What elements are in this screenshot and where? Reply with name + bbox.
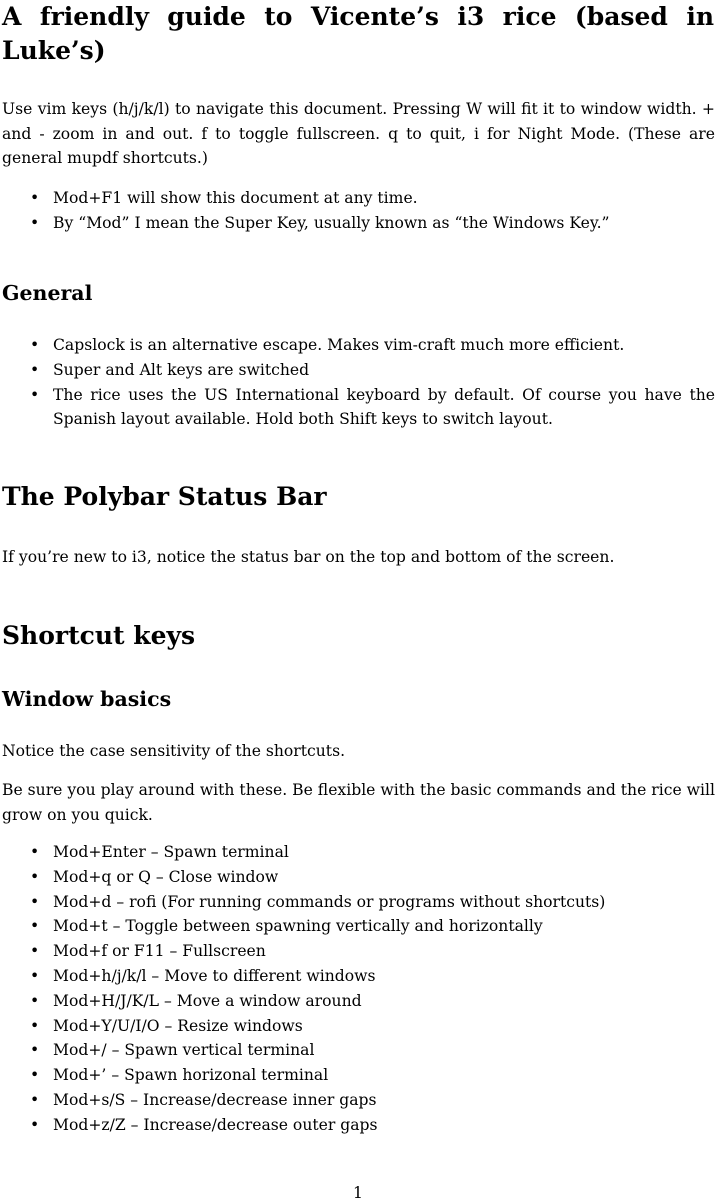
general-heading: General — [2, 281, 93, 305]
bullet: • — [30, 1066, 40, 1085]
bullet: • — [30, 942, 40, 961]
intro-paragraph: Use vim keys (h/j/k/l) to navigate this document. Pressing W will fit it to window width. + and - zoom in and out. f to toggle fullscreen. q to quit, i for Night Mode. (These are general mupdf shortcuts.) — [2, 100, 715, 168]
list-item: • Super and Alt keys are switched — [0, 358, 715, 383]
polybar-paragraph: If you’re new to i3, notice the status bar on the top and bottom of the screen. — [2, 548, 615, 566]
bullet: • — [30, 843, 40, 861]
bullet: • — [30, 892, 40, 911]
window-basics-heading: Window basics — [2, 687, 172, 711]
list-item: • Mod+z/Z – Increase/decrease outer gaps — [0, 1113, 715, 1138]
case-sensitivity-note: Notice the case sensitivity of the shortcuts. — [2, 742, 346, 760]
shortcut-keys-heading: Shortcut keys — [2, 621, 196, 650]
polybar-heading: The Polybar Status Bar — [2, 482, 327, 511]
bullet: • — [30, 213, 40, 232]
intro-list — [0, 186, 716, 236]
bullet: • — [30, 1016, 40, 1035]
list-item: • Mod+F1 will show this document at any time. — [0, 186, 715, 211]
bullet: • — [30, 966, 40, 985]
list-item: • Mod+s/S – Increase/decrease inner gaps — [0, 1088, 715, 1113]
list-item: • Mod+’ – Spawn horizonal terminal — [0, 1063, 715, 1088]
list-item: • Mod+t – Toggle between spawning vertically and horizontally — [0, 914, 715, 939]
list-item: • Mod+d – rofi (For running commands or programs without shortcuts) — [0, 890, 715, 915]
window-basics-list — [0, 840, 716, 1138]
general-list — [0, 333, 716, 432]
bullet: • — [30, 385, 40, 404]
list-item: • Mod+q or Q – Close window — [0, 865, 715, 890]
list-item: • By “Mod” I mean the Super Key, usually known as “the Windows Key.” — [0, 211, 715, 236]
bullet: • — [30, 991, 40, 1010]
list-item: • Mod+Y/U/I/O – Resize windows — [0, 1014, 715, 1039]
page-number: 1 — [353, 1184, 363, 1202]
bullet: • — [30, 867, 40, 886]
bullet: • — [30, 917, 40, 936]
list-item: • Capslock is an alternative escape. Makes vim-craft much more efficient. — [0, 333, 715, 358]
bullet: • — [30, 1041, 40, 1060]
list-item: • Mod+Enter – Spawn terminal — [0, 840, 715, 865]
document-title: A friendly guide to Vicente’s i3 rice (based in Luke’s) — [2, 2, 714, 65]
bullet: • — [30, 336, 40, 354]
list-item: • The rice uses the US International keyboard by default. Of course you have the Spanish layout available. Hold both Shift keys to switch layout. — [0, 383, 715, 433]
list-item: • Mod+H/J/K/L – Move a window around — [0, 989, 715, 1014]
bullet: • — [30, 1115, 40, 1134]
bullet: • — [30, 189, 40, 207]
list-item: • Mod+f or F11 – Fullscreen — [0, 939, 715, 964]
bullet: • — [30, 1090, 40, 1109]
list-item: • Mod+h/j/k/l – Move to different windows — [0, 964, 715, 989]
list-item: • Mod+/ – Spawn vertical terminal — [0, 1038, 715, 1063]
bullet: • — [30, 360, 40, 379]
advice-paragraph: Be sure you play around with these. Be flexible with the basic commands and the rice will grow on you quick. — [2, 781, 715, 824]
